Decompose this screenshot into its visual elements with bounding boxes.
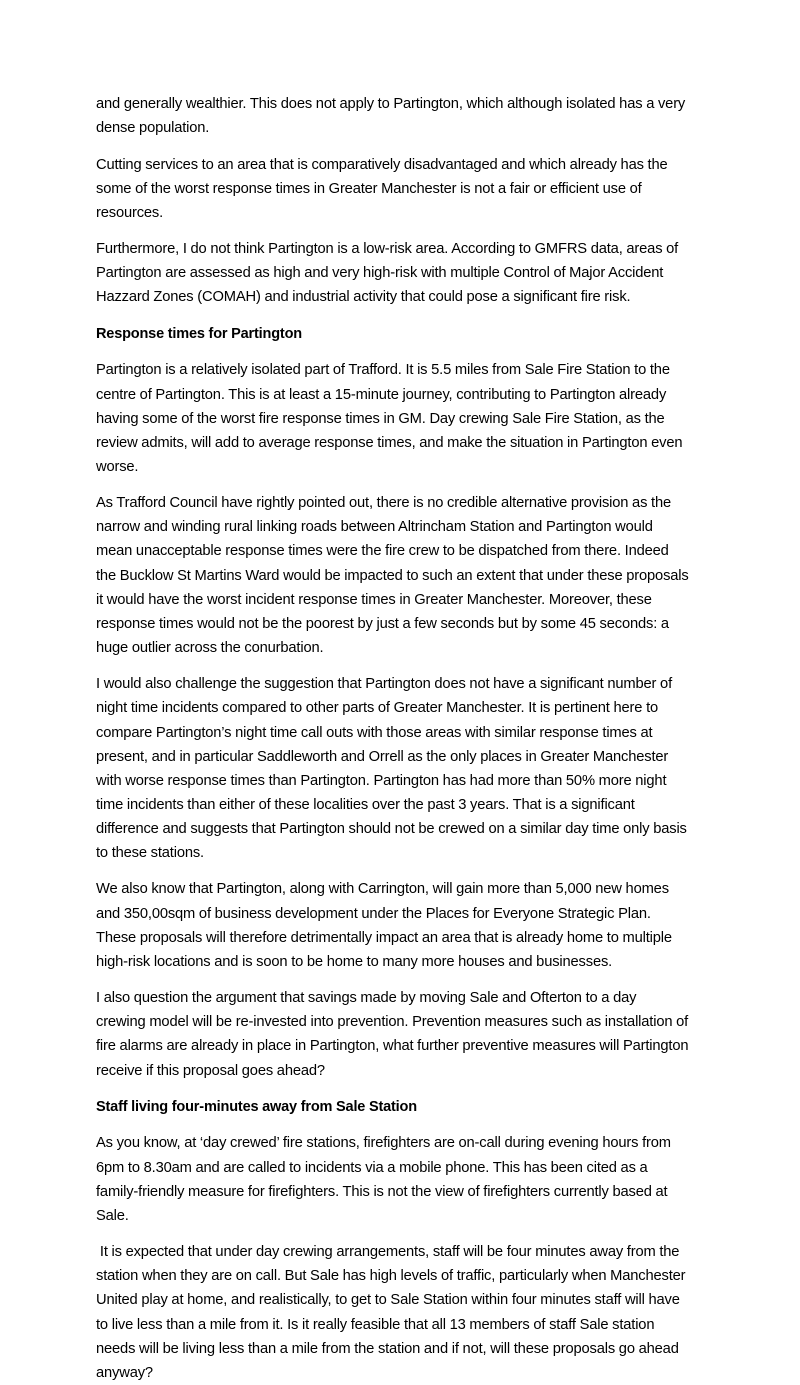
paragraph-savings-reinvested-prevention: I also question the argument that savings made by moving Sale and Ofterton to a day crewing model will be re-invested into prevention. Prevention measures such as installation of fire alarms are already in place in Partington, what further preventive measures will Partington receive if this proposal goes ahead? bbox=[96, 989, 689, 1079]
heading-response-times-for-partington: Response times for Partington bbox=[96, 325, 302, 342]
paragraph-carrington-new-homes: We also know that Partington, along with Carrington, will gain more than 5,000 new homes and 350,00sqm of business development under the Places for Everyone Strategic Plan. These proposals will therefore detrimentally impact an area that is already home to multiple high-risk locations and is soon to be home to many more houses and businesses. bbox=[96, 880, 672, 970]
paragraph-day-crewed-on-call-hours: As you know, at ‘day crewed’ fire stations, firefighters are on-call during evening hours from 6pm to 8.30am and are called to incidents via a mobile phone. This has been cited as a family-friendly measure for firefighters. This is not the view of firefighters currently based at Sale. bbox=[96, 1134, 671, 1224]
paragraph-wealthier-partington: and generally wealthier. This does not apply to Partington, which although isolated has a very dense population. bbox=[96, 95, 686, 137]
paragraph-cutting-services: Cutting services to an area that is comparatively disadvantaged and which already has the some of the worst response times in Greater Manchester is not a fair or efficient use of resources. bbox=[96, 155, 668, 221]
heading-staff-living-four-minutes-away: Staff living four-minutes away from Sale Station bbox=[96, 1098, 417, 1115]
paragraph-night-time-incidents: I would also challenge the suggestion that Partington does not have a significant number of night time incidents compared to other parts of Greater Manchester. It is pertinent here to compare Partington’s night time call outs with those areas with similar response times at present, and in particular Saddleworth and Orrell as the only places in Greater Manchester with worse response times than Partington. Partington has had more than 50% more night time incidents than either of these localities over the past 3 years. That is a significant difference and suggests that Partington should not be crewed on a similar day time only basis to these stations. bbox=[96, 675, 687, 861]
paragraph-no-credible-alternative: As Trafford Council have rightly pointed out, there is no credible alternative provision as the narrow and winding rural linking roads between Altrincham Station and Partington would mean unacceptable response times were the fire crew to be dispatched from there. Indeed the Bucklow St Martins Ward would be impacted to such an extent that under these proposals it would have the worst incident response times in Greater Manchester. Moreover, these response times would not be the poorest by just a few seconds but by some 45 seconds: a huge outlier across the conurbation. bbox=[96, 494, 689, 656]
paragraph-low-risk-area: Furthermore, I do not think Partington is a low-risk area. According to GMFRS data, areas of Partington are assessed as high and very high-risk with multiple Control of Major Accident Hazzard Zones (COMAH) and industrial activity that could pose a significant fire risk. bbox=[96, 240, 679, 306]
paragraph-four-minutes-from-station: It is expected that under day crewing arrangements, staff will be four minutes away from the station when they are on call. But Sale has high levels of traffic, particularly when Manchester United play at home, and realistically, to get to Sale Station within four minutes staff will have to live less than a mile from it. Is it really feasible that all 13 members of staff Sale station needs will be living less than a mile from the station and if not, will these proposals go ahead anyway? bbox=[96, 1243, 686, 1381]
document-body bbox=[96, 92, 704, 1385]
paragraph-isolated-part-of-trafford: Partington is a relatively isolated part of Trafford. It is 5.5 miles from Sale Fire Station to the centre of Partington. This is at least a 15-minute journey, contributing to Partington already having some of the worst fire response times in GM. Day crewing Sale Fire Station, as the review admits, will add to average response times, and make the situation in Partington even worse. bbox=[96, 361, 683, 475]
